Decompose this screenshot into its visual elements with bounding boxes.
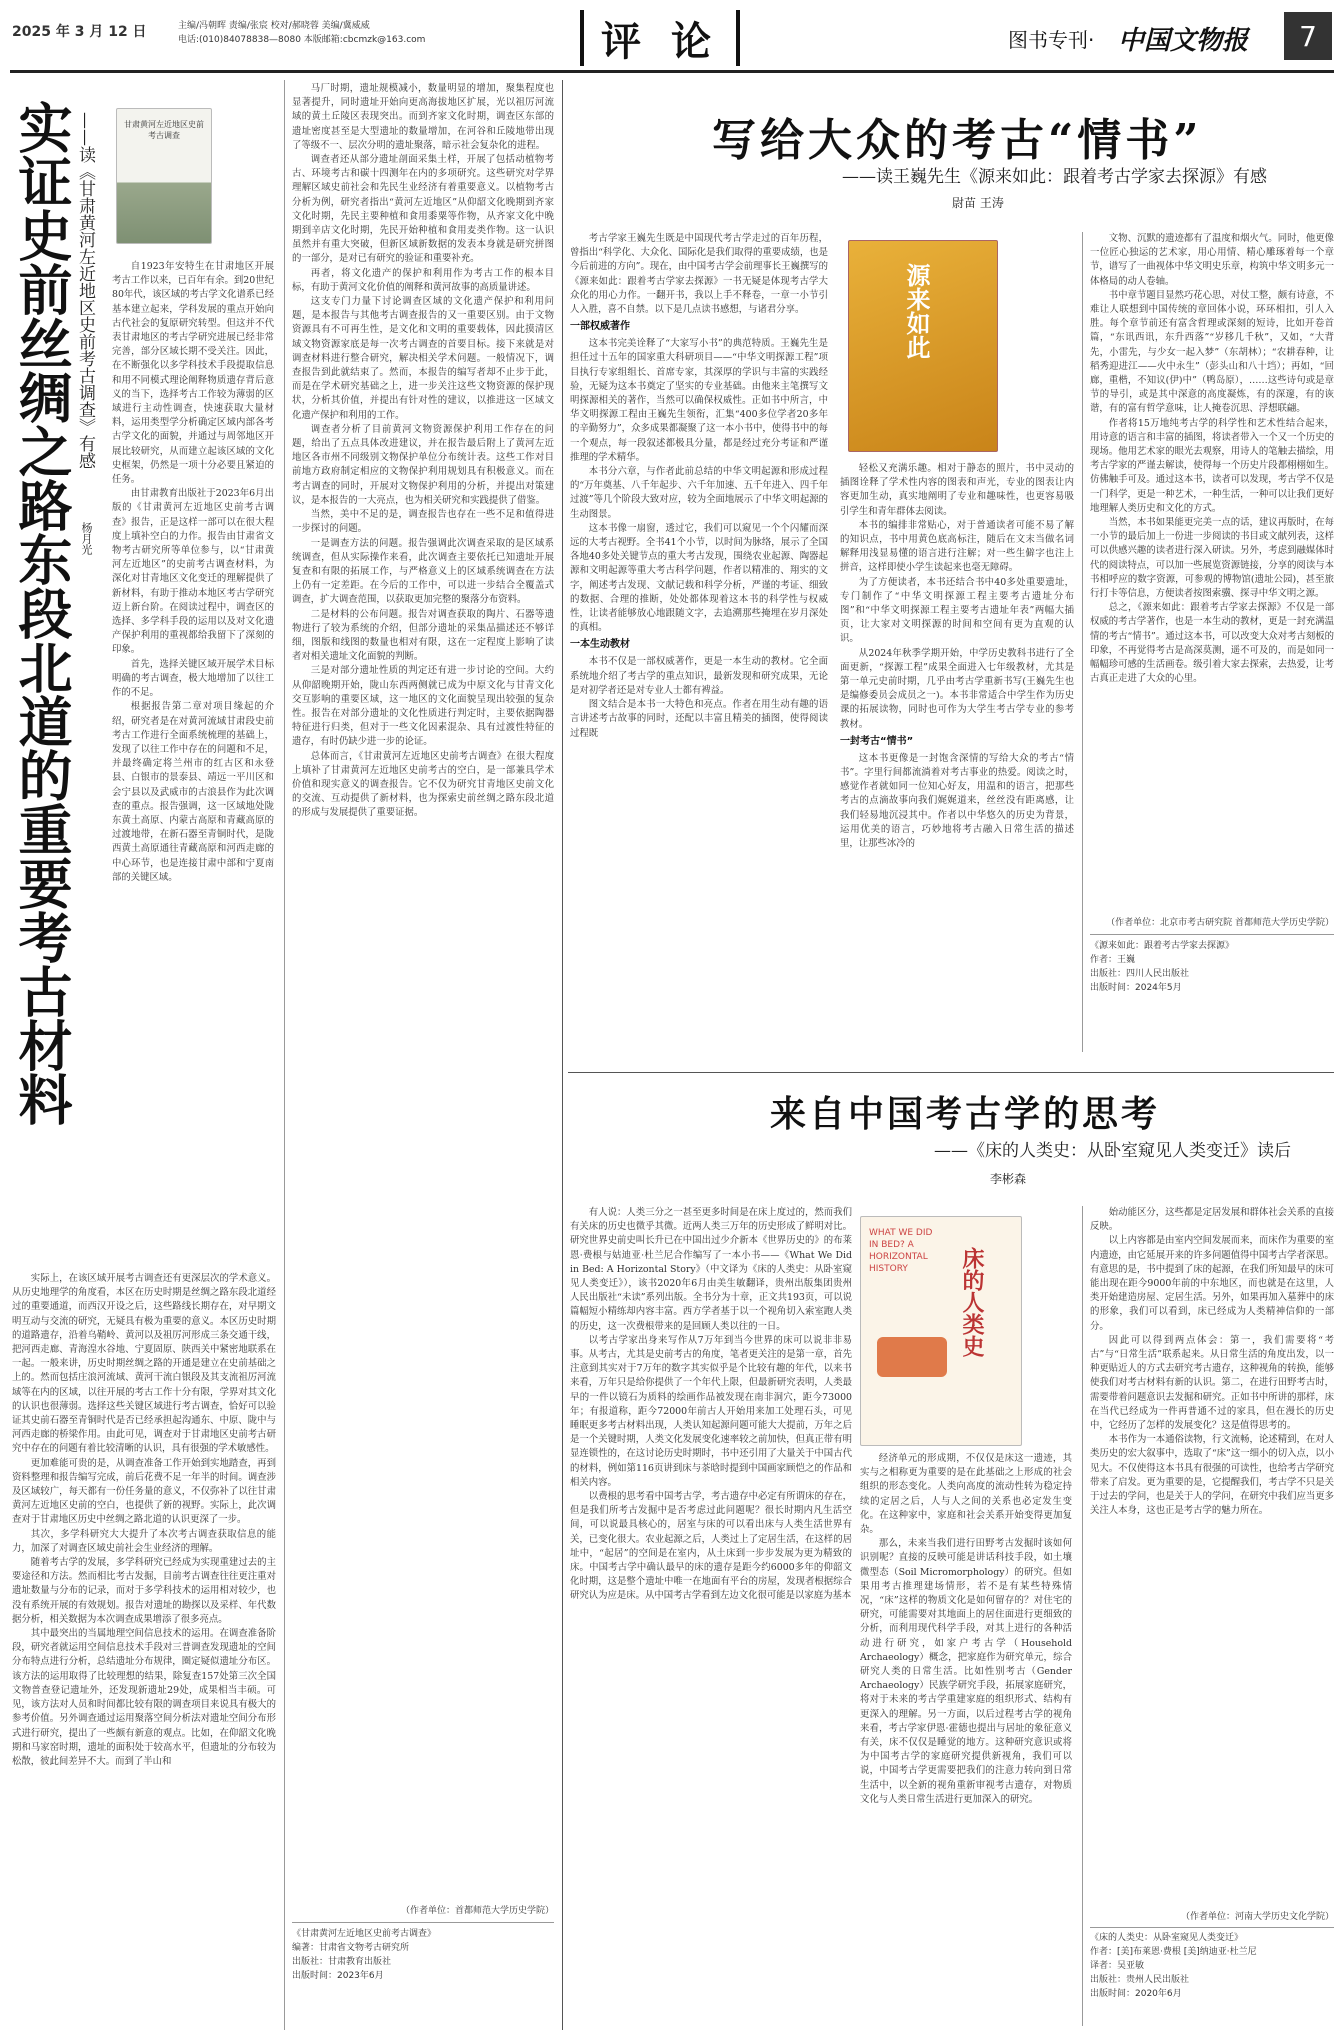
right1-para: 为了方便读者，本书还结合书中40多处重要遗址，专门制作了“中华文明探源工程主要考古遗址分布图”和“中华文明探源工程主要考古遗址年表”两幅大插页，让大家对文明探源的时间和空间有更为直观的认识。 xyxy=(840,576,1074,645)
right2-subtitle: ——《床的人类史：从卧室窥见人类变迁》读后 xyxy=(934,1141,1291,1161)
left-para: 一是调查方法的问题。报告强调此次调查采取的是区域系统调查，但从实际操作来看，此次调查主要依托已知遗址开展复查和有限的拓展工作，与严格意义上的区域系统调查在方法上仍有一定差距。在今后的工作中，可以进一步结合全覆盖式调查，扩大调查范围，以获取更加完整的聚落分布资料。 xyxy=(292,537,554,606)
right1-affiliation: （作者单位：北京市考古研究院 首都师范大学历史学院） xyxy=(1106,918,1334,928)
left-article-subtitle: ——读《甘肃黄河左近地区史前考古调查》有感 xyxy=(75,112,95,469)
left-info-rule xyxy=(292,1922,554,1923)
right1-para: 总之，《源来如此：跟着考古学家去探源》不仅是一部权威的考古学著作，也是一本生动的教材，更是一封充满温情的考古“情书”。通过这本书，可以改变大众对考古刻板的印象，不再觉得考古是高深莫测，遥不可及的，而是如同一幅幅珍可感的生活画卷。级引着大家去探索，去热爱，让考古真正走进了大众的心里。 xyxy=(1090,602,1334,685)
right1-book-cover-title: 源来如此 xyxy=(902,263,931,359)
right1-info-rule xyxy=(1090,934,1334,935)
right2-info-publisher: 出版社：贵州人民出版社 xyxy=(1090,1975,1190,1985)
right1-para: 当然，本书如果能更完美一点的话，建议再版时，在每一小节的最后加上一份进一步阅读的书目或文献列表，这样可以供感兴趣的读者进行深入研读。另外，考虑到融媒体时代的阅读特点，可以加一些展览资源链接，分享的阅读与本书相呼应的数字资源，可参观的博物馆(遗址公园)，甚至旅行打卡等信息，方便读者按图索骥、探寻中华文明之源。 xyxy=(1090,517,1334,600)
masthead-rule xyxy=(10,70,1334,73)
right2-col-3 xyxy=(1090,1206,1334,1906)
right1-section-1: 一部权威著作 xyxy=(570,321,630,333)
left-para: 这支专门力量下讨论调查区域的文化遗产保护和利用问题，是本报告与其他考古调查报告的又一重要区别。由于文物资源具有不可再生性，是文化和文明的重要载体，因此摸清区域文物资源家底是每一次考古调查的首要目标。接下来就是对调查材料进行整合研究，解决相关学术问题。一般情况下，调查报告到此就结束了。然而，本报告的编写者却不止步于此，而是在学术研究基础之上，进一步关注这些文物资源的保护现状，分析其价值，并提出有针对性的建议，以推进这一区域文化遗产保护和利用的工作。 xyxy=(292,296,554,421)
right2-para: 因此可以得到两点体会：第一，我们需要将“考古”与“日常生活”联系起来。从日常生活的角度出发，以一种更贴近人的方式去研究考古遗存，这种视角的转换，能够使我们对考古材料有新的认识。第二，在进行田野考古时，需要带着问题意识去发掘和研究。正如书中所讲的那样，床在当代已经成为一件再普通不过的家具，但在漫长的历史中，它经历了怎样的发展变化？这是值得思考的。 xyxy=(1090,1334,1334,1432)
left-para: 再者，将文化遗产的保护和利用作为考古工作的根本目标，有助于黄河文化价值的阐释和黄河故事的高质量讲述。 xyxy=(292,267,554,293)
right1-para: 这本书像一扇窗，透过它，我们可以窥见一个个闪耀而深远的大考古视野。全书41个小节，以时间为脉络，展示了全国各地40多处关键节点的重大考古发现，围绕农业起源、陶器起源和文明起源等重大考古科学问题，作者以精准的、翔实的文字，阐述考古发现、文献记载和科学分析，严谨的考证、细致的数据、合理的推断，处处都体现着这本书的科学性与权威性，让读者能够放心地跟随文字，去追溯那些掩埋在岁月深处的真相。 xyxy=(570,522,828,634)
right2-col-1 xyxy=(570,1206,852,2026)
section-label: 评 论 xyxy=(601,18,719,65)
left-para: 其中最突出的当属地理空间信息技术的运用。在调查准备阶段，研究者就运用空间信息技术手段对三普调查发现遗址的空间分布特点进行分析，总结遗址分布规律，圈定疑似遗址分布区。该方法的运用取得了比较理想的结果，除复查157处第三次全国文物普查登记遗址外，还发现新遗址29处，成果相当丰硕。可见，该方法对人员和时间都比较有限的调查项目来说具有极大的参考价值。另外调查通过运用聚落空间分析法对遗址空间分布形式进行研究，提出了一些颇有新意的观点。比如，在仰韶文化晚期和马家窑时期，遗址的面积处于较高水平，但遗址的分布较为松散，彼此间差异不大。而到了半山和 xyxy=(12,1628,276,1767)
right1-section-2: 一本生动教材 xyxy=(570,639,630,651)
left-para: 马厂时期，遗址规模减小，数量明显的增加，聚集程度也显著提升，同时遗址开始向更高海拔地区扩展，光以祖厉河流域的黄土丘陵区表现突出。而到齐家文化时期，调查区东部的遗址密度甚至是大型遗址的数量增加，在河谷和丘陵地带出现了等级不一、层次分明的遗址聚落，暗示社会复杂化的进程。 xyxy=(292,83,554,151)
left-col-2 xyxy=(12,1272,276,2014)
right2-book-illustration xyxy=(877,1337,947,1377)
left-para: 其次，多学科研究大大提升了本次考古调查获取信息的能力，加深了对调查区域史前社会生业经济的理解。 xyxy=(12,1528,276,1554)
section-label-box xyxy=(580,10,740,66)
left-para: 自1923年安特生在甘肃地区开展考古工作以来，已百年有余。到20世纪80年代，该区域的考古学文化谱系已经基本建立起来，学科发展的重点开始向古代社会的复原研究转型。但这并不代表甘肃地区的考古学研究进展已经非常完善，部分区域长期不受关注。因此，在不断强化以多学科技术手段提取信息和用不同模式理论阐释物质遗存背后意义的当下，选择考古工作较为薄弱的区域进行主动性调查，快速获取大量材料，运用类型学分析确定区域内部各考古学文化的面貌，并通过与周邻地区开展比较研究，从而建立起该区域的文化史框架，仍然是一项十分必要且紧迫的任务。 xyxy=(112,261,274,486)
right2-book-cover xyxy=(860,1216,1022,1446)
left-para: 更加难能可贵的是，从调查准备工作开始到实地踏查，再到资料整理和报告编写完成，前后花费不足一年半的时间。调查涉及区域较广，每天都有一份任务量的意义，不仅弥补了以往甘肃黄河左近地区史前的空白，也提供了新的视野。实际上，此次调查对于甘肃地区历史中丝绸之路北道的认识更深了一步。 xyxy=(12,1457,276,1526)
right1-book-cover xyxy=(848,240,998,452)
left-article-author: 杨月光 xyxy=(80,522,93,555)
left-info-book: 《甘肃黄河左近地区史前考古调查》 xyxy=(292,1929,437,1939)
left-para: 二是材料的公布问题。报告对调查获取的陶片、石器等遗物进行了较为系统的介绍，但部分遗址的采集品描述还不够详细，图版和线图的数量也相对有限，这在一定程度上影响了读者对相关遗址文化面貌的判断。 xyxy=(292,608,554,663)
right2-info-rule xyxy=(1090,1927,1334,1928)
right2-title: 来自中国考古学的思考 xyxy=(770,1093,1161,1135)
left-para: 三是对部分遗址性质的判定还有进一步讨论的空间。大约从仰韶晚期开始，陇山东西两侧就已成为中原文化与甘青文化交互影响的重要区域，这一地区的文化面貌呈现出较强的复杂性。报告在对部分遗址的文化性质进行判定时，主要依据陶器特征进行归类，但对于一些文化因素混杂、具有过渡性特征的遗存，有时仍缺少进一步的论证。 xyxy=(292,665,554,748)
right2-col-2 xyxy=(860,1452,1072,2026)
left-affiliation: （作者单位：首都师范大学历史学院） xyxy=(400,1906,554,1916)
right2-info-translator: 译者：吴亚敏 xyxy=(1090,1961,1145,1971)
page-number: 7 xyxy=(1299,19,1317,53)
left-info-editor: 编著：甘肃省文物考古研究所 xyxy=(292,1943,410,1953)
right1-para: 这本书完美诠释了“大家写小书”的典范特质。王巍先生是担任过十五年的国家重大科研项目——“中华文明探源工程”项目执行专家组组长、首席专家，其深厚的学识与丰富的实践经验，无疑为这本书奠定了坚实的专业基础。由他来主笔撰写文明探源相关的著作，当然可以确保权威性。正如书中所言，中华文明探源工程由王巍先生领衔，汇集“400多位学者20多年的辛勤努力”，众多成果都凝聚了这一本小书中，使得书中的每一个观点，每一段叙述都极具分量，都是经过充分考证和严谨推理的学术精华。 xyxy=(570,338,828,463)
right2-affiliation: （作者单位：河南大学历史文化学院） xyxy=(1180,1912,1334,1922)
right2-para: 本书作为一本通俗读物，行文流畅，论述精到，在对人类历史的宏大叙事中，选取了“床”这一细小的切入点，以小见大。不仅使得这本书具有很强的可读性，也给考古学研究带来了启发。更为重要的是，它提醒我们，考古学不只是关于过去的学问，也是关于人的学问，在研究中我们应当更多关注人本身，这也正是考古学的魅力所在。 xyxy=(1090,1434,1334,1517)
right2-para: 那么，未来当我们进行田野考古发掘时该如何识别呢？直接的反映可能是讲话科技手段，如土壤微型态（Soil Micromorphology）的研究。但如果用考古推理建场情形，若不是有某些特殊情况，“床”这样的物质文化是如何留存的？对住宅的研究，可能需要对其地面上的居住面进行更细致的分析，而利用现代科学手段，对其上进行的各种活动进行研究，如家户考古学（Household Archaeology）概念，把家庭作为研究单元，综合研究人类的日常生活。比如性别考古（Gender Archaeology）民族学研究手段，拓展家庭研究，将对于未来的考古学重建家庭的组织形式、结构有更深入的理解。另一方面，以后过程考古学的视角来看，考古学家伊恩·霍德也提出与居址的象征意义有关，床不仅仅是睡觉的地方。这种研究意识或将为中国考古学的家庭研究提供新视角，我们可以说，中国考古学更需要把我们的注意力转向到日常生活中，以全新的视角重新审视考古遗存，对物质文化与人类日常生活进行更加深入的研究。 xyxy=(860,1538,1072,1805)
staff-line-2: 电话:(010)84078838—8080 本版邮箱:cbcmzk@163.com xyxy=(178,35,426,45)
right1-para: 本书不仅是一部权威著作，更是一本生动的教材。它全面系统地介绍了考古学的重点知识，最新发现和研究成果，无论是对初学者还是对专业人士都有裨益。 xyxy=(570,656,828,696)
left-divider xyxy=(284,80,285,2030)
left-para: 当然，美中不足的是，调查报告也存在一些不足和值得进一步探讨的问题。 xyxy=(292,509,554,535)
right2-author: 李彬森 xyxy=(990,1172,1027,1186)
left-para: 随着考古学的发展，多学科研究已经成为实现重建过去的主要途径和方法。然而相比考古发掘，目前考古调查往往更注重对遗址数量与分布的记录，而对于多学科技术的运用相对较少，也没有系统开展的有效规划。报告对遗址的勘探以及采样、年代数据分析，相关数据为本次调查成果增添了很多亮点。 xyxy=(12,1557,276,1625)
right1-info-author: 作者：王巍 xyxy=(1090,955,1136,965)
left-book-cover-title: 甘肃黄河左近地区史前考古调查 xyxy=(124,120,204,140)
issue-date: 2025 年 3 月 12 日 xyxy=(12,24,147,40)
right1-footer xyxy=(1090,916,1334,1062)
right1-col-1 xyxy=(570,232,828,1082)
right1-para: 本书的编排非常贴心，对于普通读者可能不易了解的知识点，书中用黄色底高标注，随后在文末当做名词解释用浅显易懂的语言进行注解；对一些生僻字也注上拼音，这样即使小学生读起来也毫无障碍。 xyxy=(840,519,1074,574)
right1-para: 本书分六章，与作者此前总结的中华文明起源和形成过程的“万年奠基、八千年起步、六千年加速、五千年进入、四千年过渡”等几个阶段大致对应，较为全面地展示了中华文明起源的生动图景。 xyxy=(570,466,828,520)
right1-info-publisher: 出版社：四川人民出版社 xyxy=(1090,969,1190,979)
left-article-title: 实证史前丝绸之路东段北道的重要考古材料 xyxy=(10,100,74,1126)
right1-subtitle: ——读王巍先生《源来如此：跟着考古学家去探源》有感 xyxy=(842,167,1267,187)
right1-para: 作者将15万地纯考古学的科学性和艺术性结合起来，用诗意的语言和丰富的插图，将读者带入一个又一个历史的现场。他用艺术家的眼光去观察，用诗人的笔触去描绘，用考古学家的严谨去解读，使得每一个历史片段都栩栩如生。仿佛触手可及。通过这本书，读者可以发现，考古学不仅是一门科学，更是一种艺术，一种生活，一种可以让我们更好地理解人类历史和文化的方式。 xyxy=(1090,417,1334,514)
right1-para: 从2024年秋季学期开始，中学历史教科书进行了全面更新，“探源工程”成果全面进入七年级教材，尤其是第一单元史前时期，几乎由考古学重新书写(王巍先生也是编修委员会成员之一)。本书非常适合中学生作为历史课的拓展读物，同时也可作为大学生考古学专业的参考教材。 xyxy=(840,647,1074,730)
right2-book-cover-title: 床的人类史 xyxy=(959,1247,985,1357)
right1-col-3 xyxy=(1090,232,1334,912)
right1-title: 写给大众的考古“情书” xyxy=(712,115,1203,166)
right2-info-author: 作者：[美]布莱恩·费根 [美]纳迪亚·杜兰尼 xyxy=(1090,1947,1257,1957)
right2-divider xyxy=(1082,1206,1083,2026)
right1-para: 书中章节题目显然巧花心思，对仗工整，颇有诗意，不难让人联想到中国传统的章回体小说，环环相扣，引人入胜。每个章节前还有富含哲理或深刻的短诗，比如开卷首篇，“东讯西讯，东升西落”“岁移几千秋”，又如，“大背先，小雷先，与少女一起入梦”（东胡林）；“农耕春种，让稻秀迎进江——火中永生”（彭头山和八十垱）；再如，“回廊，重楷，不知议(伊)中”（鸭岛原），……这些诗句或是章节的导引，或是其中深意的高度凝炼，有的深邃，有的诙谐，有的富有哲学意味，让人掩卷沉思、浮想联翩。 xyxy=(1090,289,1334,415)
right1-para: 考古学家王巍先生既是中国现代考古学走过的百年历程，曾指出“科学化、大众化、国际化是我们取得的重要成绩，也是今后前进的方向”。现在，由中国考古学会前理事长王巍撰写的《源来如此：跟着考古学家去探源》一书无疑是体现考古学大众化的用心力作。一翻开书，我以上手不释卷，一章一小节引人入胜，喜不自禁。以下是几点读书感想，与诸君分享。 xyxy=(570,233,828,316)
left-col-3 xyxy=(292,82,554,1902)
right2-info-date: 出版时间：2020年6月 xyxy=(1090,1989,1182,1999)
left-para: 根据报告第二章对项目缘起的介绍，研究者是在对黄河流域甘肃段史前考古工作进行全面系统梳理的基础上，发现了以往工作中存在的问题和不足，并最终确定将兰州市的红古区和永登县、白银市的景泰县、靖远一平川区和会宁县以及武威市的古浪县作为此次调查的重点。报告强调，这一区域地处陇东黄土高原、内蒙古高原和青藏高原的过渡地带，在新石器至青铜时代，是陇西黄土高原通往青藏高原和河西走廊的中心环节，也是连接甘肃中部和宁夏南部的关键区域。 xyxy=(112,701,274,883)
left-book-cover xyxy=(116,108,212,244)
right1-para: 这本书更像是一封饱含深情的写给大众的考古“情书”。字里行间都流淌着对考古事业的热爱。阅读之时，感觉作者就如同一位知心好友，用温和的语言，把那些考古的点滴故事向我们娓娓道来，丝丝没有距离感，让我们轻易地沉浸其中。作者以中华悠久的历史为背景，运用优美的语言，巧妙地将考古融入日常生活的描述里，让那些冰冷的 xyxy=(840,752,1074,850)
right1-para: 轻松又充满乐趣。相对于静态的照片，书中灵动的插图诠释了学术性内容的图表和声光，专业的图表让内容更加生动，真实地阐明了专业和趣味性，也更容易吸引学生和青年群体去阅读。 xyxy=(840,463,1074,517)
left-para: 调查者还从部分遗址剖面采集土样，开展了包括动植物考古、环境考古和碳十四测年在内的多项研究。这些研究对学界理解区域史前社会和先民生业经济有着重要意义。以植物考古分析为例，研究者指出“黄河左近地区”从仰韶文化晚期到齐家文化时期，先民主要种植和食用黍粟等作物，从齐家文化中晚期到辛店文化时期，先民开始种植和食用麦类作物。这一认识虽然并有重大突破，但新区域新数据的发表本身就是研究拼图的一部分，是对已有研究的验证和重要补充。 xyxy=(292,154,554,265)
right2-para: 始动能区分，这些都是定居发展和群体社会关系的直接反映。 xyxy=(1090,1207,1334,1233)
right1-divider xyxy=(1082,232,1083,1052)
right2-book-cover-en: WHAT WE DID IN BED? A HORIZONTAL HISTORY xyxy=(869,1228,933,1274)
right1-info-date: 出版时间：2024年5月 xyxy=(1090,983,1182,993)
right2-footer xyxy=(1090,1910,1334,2034)
left-para: 总体而言，《甘肃黄河左近地区史前考古调查》在很大程度上填补了甘肃黄河左近地区史前考古的空白，是一部兼具学术价值和现实意义的调查报告。它不仅为研究甘青地区史前文化的交流、互动提供了新材料，也为探索史前丝绸之路东段北道的形成与发展提供了重要证据。 xyxy=(292,750,554,819)
right2-para: 经济单元的形成期，不仅仅是床这一遗迹，其实与之相称更为重要的是在此基础之上形成的社会组织的形态变化。人类向高度的流动性转为稳定持续的定居之后，人与人之间的关系也必定发生变化。在这种家中，家庭和社会关系开始变得更加复杂。 xyxy=(860,1453,1072,1536)
right2-para: 以考古学家出身来写作从7万年到当今世界的床可以说非非易事。从考古，尤其是史前考古的角度，笔者更关注的是第一章，首先注意到其实对于7万年的数字其实似乎是个比较有趣的年代，以来书来看，万年只是给你提供了一个年代上限，但最新研究表明，人类最早的一件以镜石为质料的绘画作品被发现在南非洞穴，距今73000年；有报道称，距今72000年前古人开始用来加工处理石头，可见睡眠更多考古材料出现，人类认知起源问题可能大大提前，万年之后是一个关键时期，人类文化发展变化速率较之前加快，但真正带有明显连锁性的，在这讨论历史时期时，书中还引用了大量关于中国古代的材料，例如第116页讲到床与茶晗时提到中国画家顾恺之的作品和相关内容。 xyxy=(570,1334,852,1488)
left-info-publisher: 出版社：甘肃教育出版社 xyxy=(292,1957,392,1967)
left-para: 调查者分析了目前黄河文物资源保护利用工作存在的问题，给出了五点具体改进建议，并在报告最后附上了黄河左近地区各市州不同级别文物保护单位分布统计表。这些工作对目前地方政府制定相应的文物保护利用规划具有积极意义。而在考古调查的同时，开展对文物保护利用的分析，并提出对策建议，是本报告的一大亮点，也为相关研究和实践提供了借鉴。 xyxy=(292,423,554,506)
left-col-1 xyxy=(112,260,274,1266)
main-divider xyxy=(562,80,563,2030)
right1-info-book: 《源来如此：跟着考古学家去探源》 xyxy=(1090,941,1235,951)
right1-para: 图文结合是本书一大特色和亮点。作者在用生动有趣的语言讲述考古故事的同时，还配以丰富且精美的插图，使得阅读过程既 xyxy=(570,699,828,739)
left-para: 由甘肃教育出版社于2023年6月出版的《甘肃黄河左近地区史前考古调查》报告，正是这样一部可以在很大程度上填补空白的力作。报告由甘肃省文物考古研究所等单位参与，以“甘肃黄河左近地区”的史前考古调查材料，为深化对甘青地区文化变迁的理解提供了新材料，有助于推动本地区考古学研究迈上新台阶。在阅读过程中，调查区的选择、多学科手段的运用以及对文化遗产保护利用的重视都给我留下了深刻的印象。 xyxy=(112,488,274,656)
right2-info-book: 《床的人类史：从卧室窥见人类变迁》 xyxy=(1090,1933,1244,1943)
right2-para: 以上内容都是由室内空间发展而来，而床作为重要的室内遗迹，由它延展开来的许多问题值得中国考古学者深思。有意思的是，书中提到了床的起源，在我们所知最早的床可能出现在距今9000年前的中东地区，而也就是在这里，人类开始建造房屋、定居生活。另外，如果再加入墓葬中的床的形象，我们可以看到，床已经成为人类精神信仰的一部分。 xyxy=(1090,1235,1334,1332)
right2-para: 有人说：人类三分之一甚至更多时间是在床上度过的，然而我们有关床的历史也微乎其微。近两人类三万年的历史形成了鲜明对比。研究世界史前史叫长升已在中国出过少介新本《世界历史的》的布莱恩·费根与姑迪亚·杜兰尼合作编写了一本小书——《What We Did in Bed: A Horizontal Story》（中文译为《床的人类史：从卧室窥见人类变迁》），该书2020年6月由美生敏翻译，贵州出版集团贵州人民出版社“未读”系列出版。全书分为十章，正文共193页，可以说篇幅短小精练却内容丰富。西方学者基于以一个视角切入索室跑人类的历史，这一次费根带来的是回顾人类以往的一日。 xyxy=(570,1207,852,1332)
articles-separator xyxy=(568,1072,1334,1073)
supplement-label: 图书专刊· xyxy=(1008,28,1095,52)
left-footer xyxy=(292,1904,554,2034)
right1-author: 尉苗 王涛 xyxy=(952,196,1004,210)
staff-line-1: 主编/冯朝晖 责编/张宸 校对/郝晓蓉 美编/冀威威 xyxy=(178,21,370,31)
page-number-box xyxy=(1284,12,1332,60)
right1-col-2 xyxy=(840,462,1074,1082)
newspaper-name: 中国文物报 xyxy=(1118,26,1249,56)
left-info-date: 出版时间：2023年6月 xyxy=(292,1971,384,1981)
left-para: 首先，选择关键区域开展学术目标明确的考古调查，极大地增加了以往工作的不足。 xyxy=(112,658,274,699)
right1-section-3: 一封考古“情书” xyxy=(840,735,914,747)
right1-para: 文物、沉默的遗迹都有了温度和烟火气。同时，他更像一位匠心独运的艺术家，用心用情、精心雕琢着每一个章节，谱写了一曲视体中华文明史乐章，构筑中华文明多元一体格局的动人卷轴。 xyxy=(1090,233,1334,287)
left-para: 实际上，在该区域开展考古调查还有更深层次的学术意义。从历史地理学的角度看，本区在历史时期是丝绸之路东段北道经过的重要通道，而西汉开设之后，这些路线长期存在，对早期文明互动与交流的研究，无疑具有极为重要的意义。本区历史时期的道路遗存，沿着乌鞘岭、黄河以及祖厉河形成三条交通干线，把河西走廊、青海湟水谷地、宁夏固原、陕西关中紧密地联系在一起。一般来讲，历史时期丝绸之路的开通是建立在史前基础之上的。然而包括庄浪河流域、黄河干流白银段及其支流祖厉河流域等在内的区域，以往开展的考古工作十分有限，学界对其文化的认识也很薄弱。选择这些关键区域进行考古调查，恰好可以验证其史前石器至青铜时代是否已经承担起沟通东、中原、陇中与河西走廊的桥梁作用。由此可见，调查对于甘肃地区史前考古研究中存在的问题有着比较清晰的认识，具有很强的学术敏感性。 xyxy=(12,1273,276,1455)
right2-para: 以费根的思考看中国考古学，考古遗存中必定有所谓床的存在，但是我们所考古发掘中是否考虑过此问题呢？很长时期内凡生活空间，可以说最具核心的，居室与床的可以看出床与人类生活世界有关，已变化很大。农业起源之后，人类过上了定居生活，在这样的居址中，“起居”的空间是在室内，从土床到一步步发展为更为精致的床。中国考古学中确认最早的床的遗存是距今约6000多年的仰韶文化时期，这是整个遗址中唯一在地面有平台的房屋，发现者根据综合研究认为应是床。从中国考古学看到左边文化很可能是以家庭为基本 xyxy=(570,1491,852,1602)
